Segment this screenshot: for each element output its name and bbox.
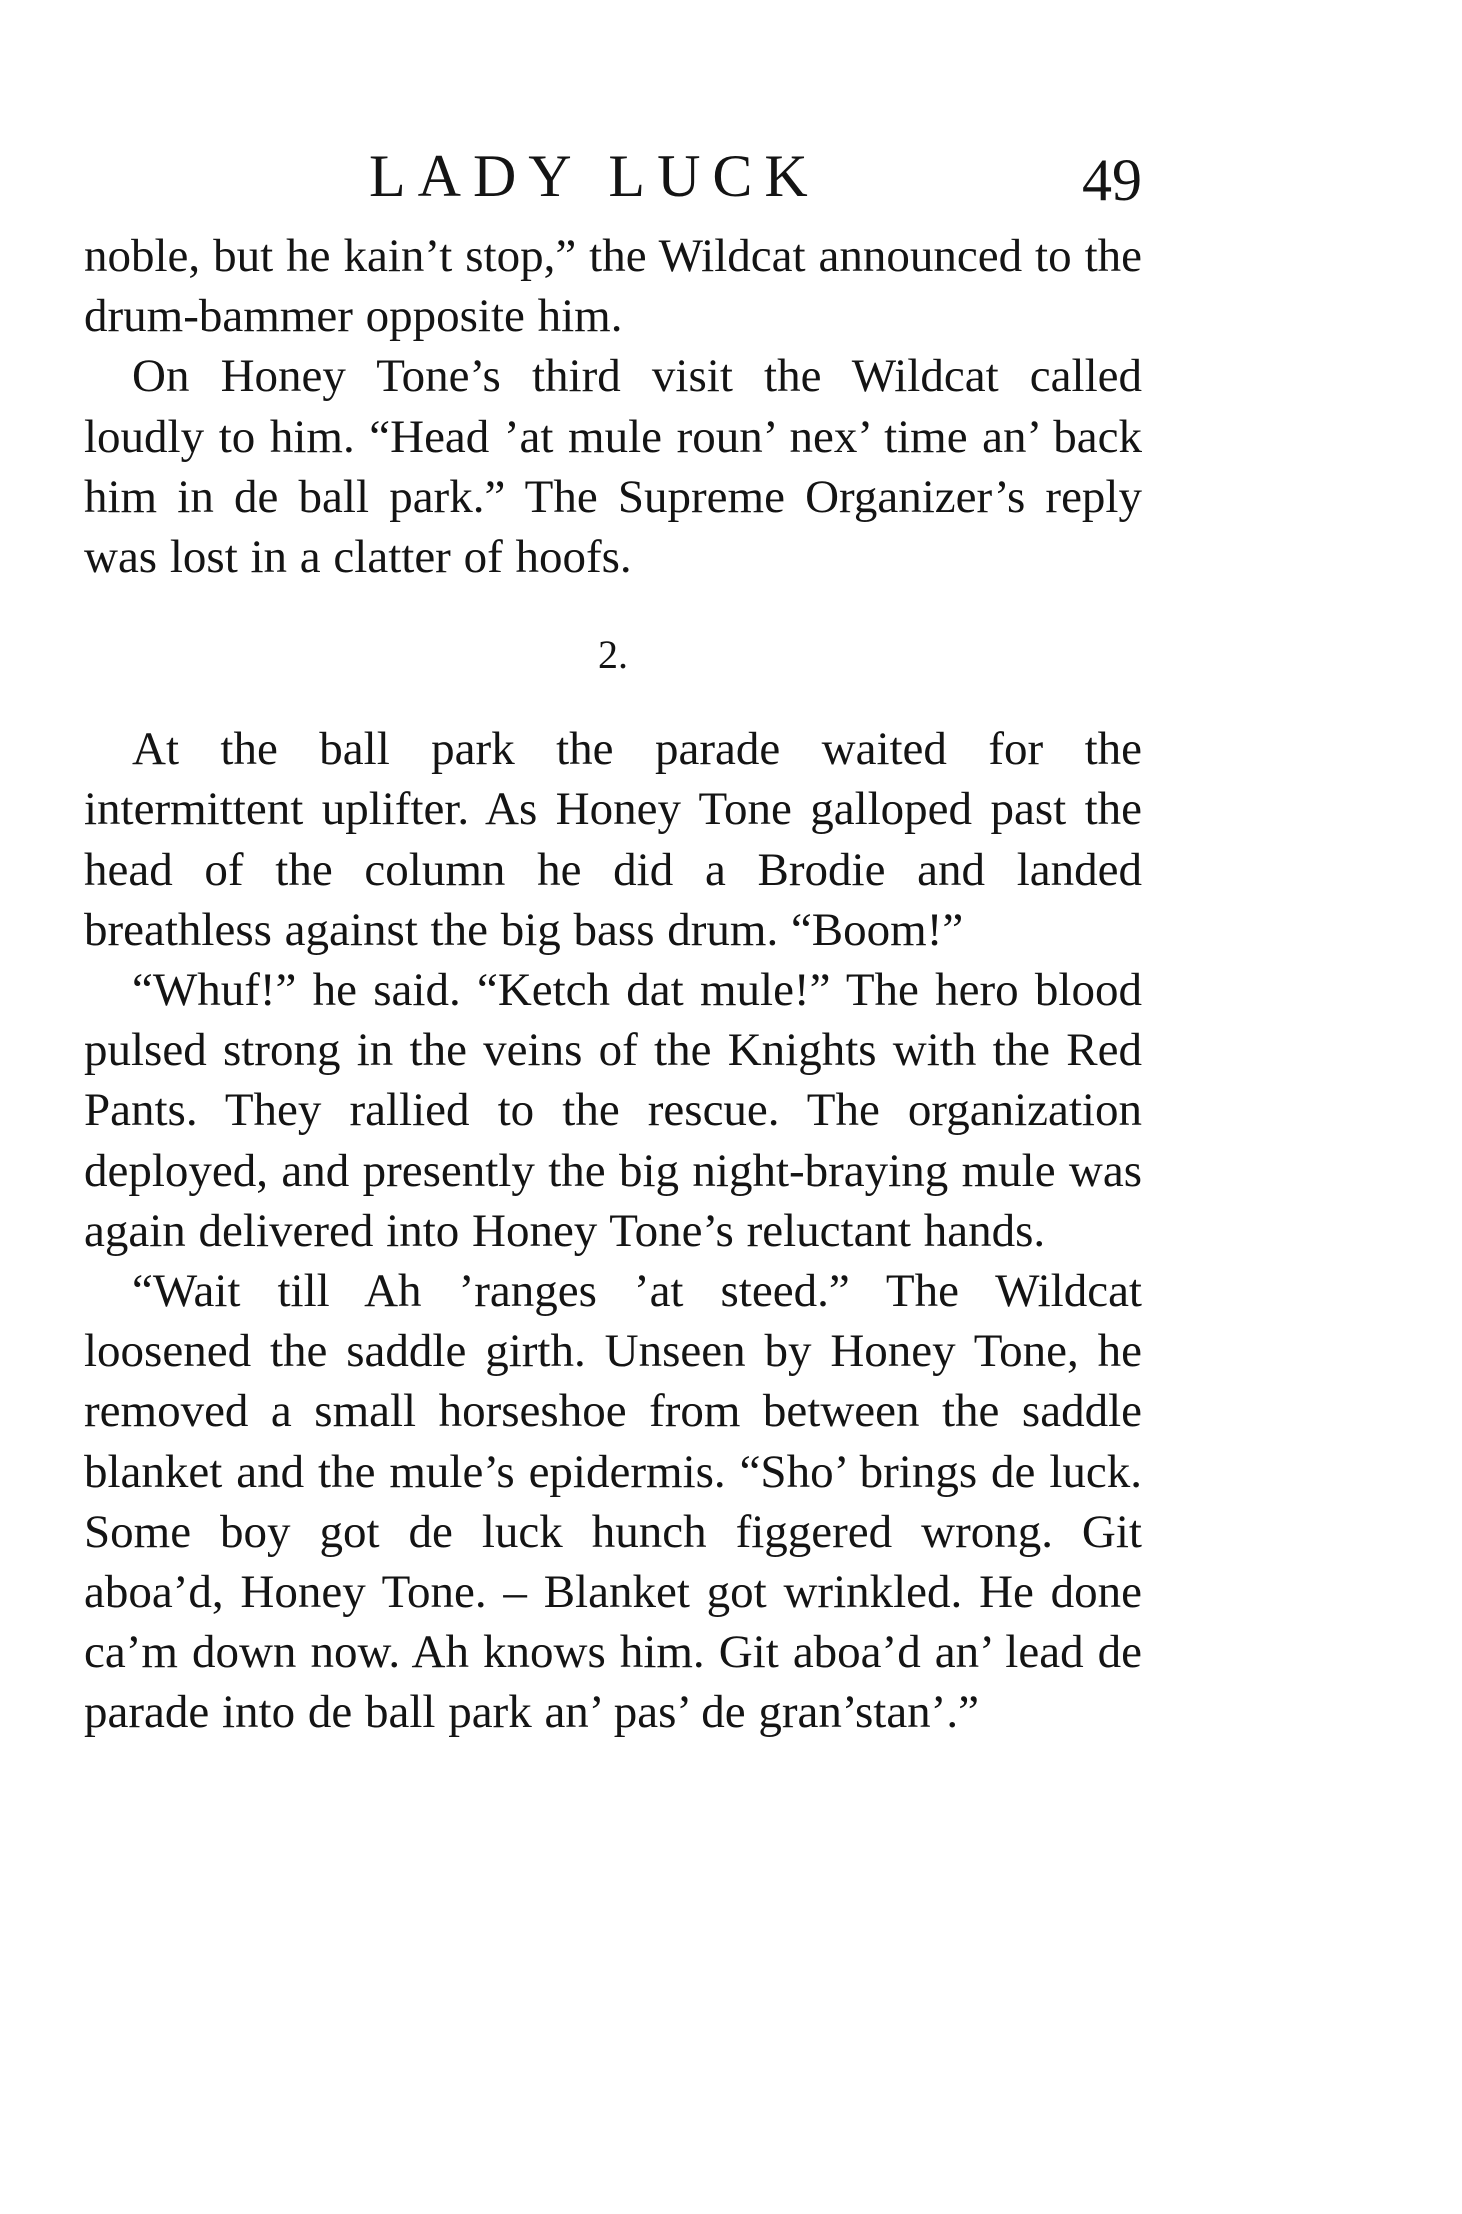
page-number: 49 <box>1082 147 1142 213</box>
running-head <box>84 136 1142 216</box>
paragraph: “Wait till Ah ’ranges ’at steed.” The Wildcat loosened the saddle girth. Unseen by Honey Tone, he removed a small horseshoe from between the saddle blanket and the mule’s epidermis. “Sho’ brings de luck. Some boy got de luck hunch figgered wrong. Git aboa’d, Honey Tone. – Blanket got wrinkled. He done ca’m down now. Ah knows him. Git aboa’d an’ lead de parade into de ball park an’ pas’ de gran’stan’.” <box>84 1265 1142 1739</box>
running-title: LADY LUCK <box>369 143 820 209</box>
paragraph: “Whuf!” he said. “Ketch dat mule!” The hero blood pulsed strong in the veins of the Knights with the Red Pants. They rallied to the rescue. The organization deployed, and presently the big night-braying mule was again delivered into Honey Tone’s reluctant hands. <box>84 964 1142 1257</box>
paragraph-continued: noble, but he kain’t stop,” the Wildcat announced to the drum-bammer opposite him. <box>84 230 1142 343</box>
paragraph: At the ball park the parade waited for the intermittent uplifter. As Honey Tone galloped past the head of the column he did a Brodie and landed breathless against the big bass drum. “Boom!” <box>84 723 1142 956</box>
paragraph: On Honey Tone’s third visit the Wildcat called loudly to him. “Head ’at mule roun’ nex’ time an’ back him in de ball park.” The Supreme Organizer’s reply was lost in a clatter of hoofs. <box>84 350 1142 584</box>
body-text <box>84 226 1142 1743</box>
section-number: 2. <box>598 632 628 678</box>
